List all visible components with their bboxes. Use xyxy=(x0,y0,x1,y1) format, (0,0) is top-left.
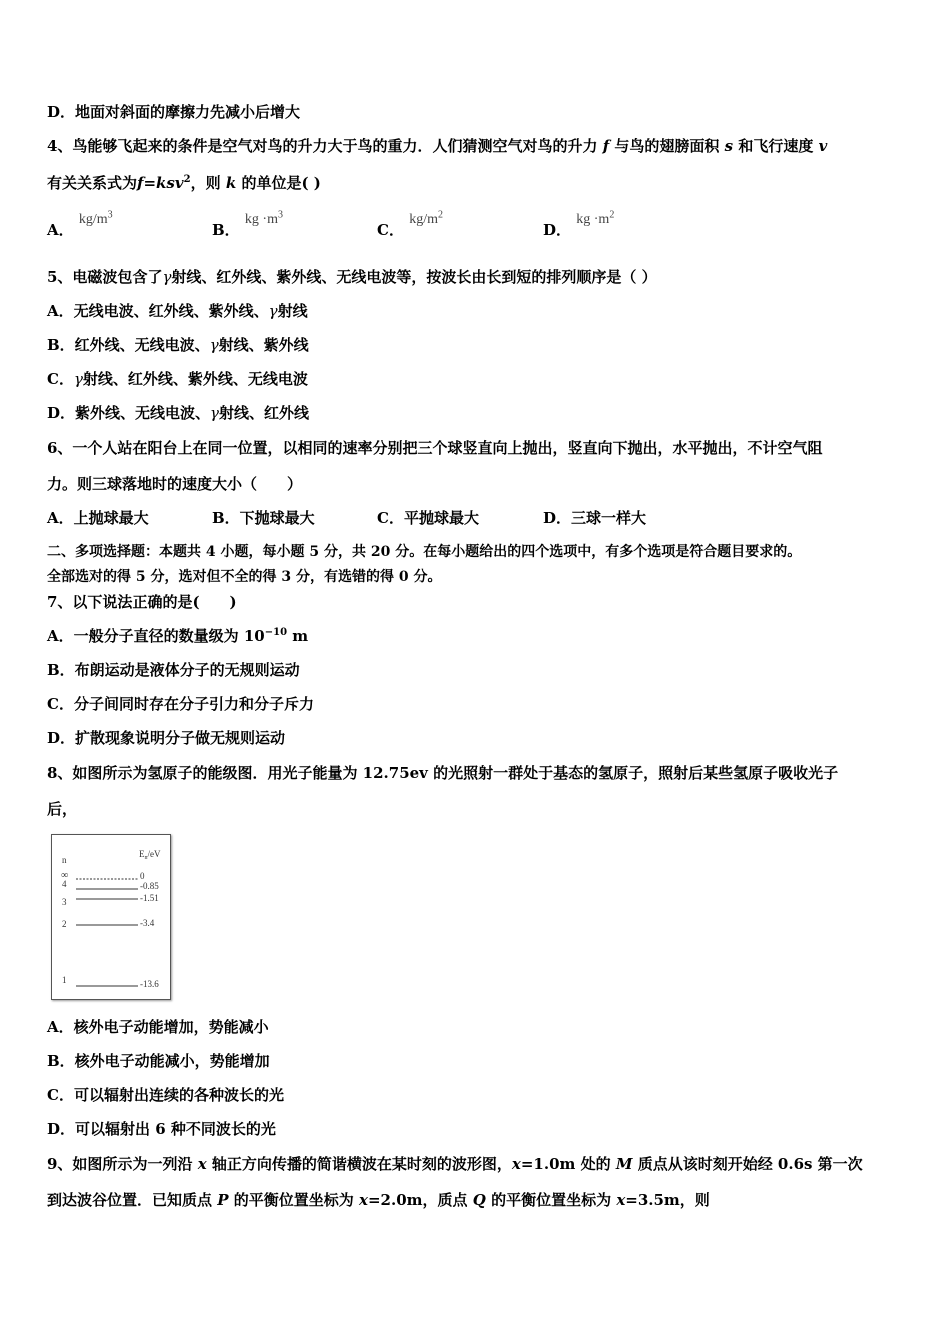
section2-header-line1: 二、多项选择题：本题共 4 小题，每小题 5 分，共 20 分。在每小题给出的四个选项中，有多个选项是符合题目要求的。 xyxy=(47,544,802,560)
q4-option-a xyxy=(47,209,113,242)
q6-option-c: C．平抛球最大 xyxy=(377,509,479,527)
q4-text-f: 的单位是( ) xyxy=(241,174,321,192)
q9-sym-p: P xyxy=(217,1191,229,1209)
q4-formula-sup: 2 xyxy=(183,174,191,185)
q4-option-a-unit: $kg/m^3$ xyxy=(78,209,113,227)
q9-sym-q: Q xyxy=(472,1191,486,1209)
q4-option-d xyxy=(543,209,615,242)
level-n-inf: ∞ xyxy=(61,870,69,881)
q4-option-d-label: D． xyxy=(543,221,572,239)
q8-option-b: B．核外电子动能减小，势能增加 xyxy=(47,1052,270,1070)
q7-exponent: −10 xyxy=(264,627,288,638)
q6-option-d: D．三球一样大 xyxy=(543,509,647,527)
q6-stem-line2: 力。则三球落地时的速度大小（ ） xyxy=(47,475,303,493)
level-e-inf: 0 xyxy=(140,871,145,881)
q7-option-b: B．布朗运动是液体分子的无规则运动 xyxy=(47,661,300,679)
q9-stem-line1: 9、如图所示为一列沿 x 轴正方向传播的简谐横波在某时刻的波形图，x=1.0m 处的 M 质点从该时刻开始经 0.6s 第一次 xyxy=(47,1155,863,1173)
q4-text-a: 4、鸟能够飞起来的条件是空气对鸟的升力大于鸟的重力．人们猜测空气对鸟的升力 xyxy=(47,137,598,155)
q7-option-c: C．分子间同时存在分子引力和分子斥力 xyxy=(47,695,314,713)
q4-option-b xyxy=(212,209,283,242)
q4-option-c xyxy=(377,209,443,242)
q4-sym-s: s xyxy=(724,137,734,155)
q6-option-a: A．上抛球最大 xyxy=(47,509,149,527)
q9-sym-x2: x xyxy=(511,1155,521,1173)
q8-option-d: D．可以辐射出 6 种不同波长的光 xyxy=(47,1120,276,1138)
level-n-1: 1 xyxy=(62,975,67,985)
q4-option-a-label: A． xyxy=(47,221,74,239)
q5-stem xyxy=(47,267,657,287)
level-n-2: 2 xyxy=(62,919,67,929)
q4-stem-line2 xyxy=(47,173,321,193)
q4-option-b-label: B． xyxy=(212,221,240,239)
q4-option-c-unit: $kg/m^2$ xyxy=(409,209,443,227)
q4-text-c: 和飞行速度 xyxy=(738,137,814,155)
q7-option-d: D．扩散现象说明分子做无规则运动 xyxy=(47,729,286,747)
q9-stem-line2: 到达波谷位置．已知质点 P 的平衡位置坐标为 x=2.0m，质点 Q 的平衡位置坐标为 x=3.5m，则 xyxy=(47,1191,710,1209)
level-e-4: -0.85 xyxy=(140,881,159,891)
q6-option-b: B．下抛球最大 xyxy=(212,509,315,527)
q4-stem-line1 xyxy=(47,136,827,156)
q4-text-e: ，则 xyxy=(190,174,221,192)
q5-c-gamma: γ xyxy=(73,370,83,388)
q5-gamma: γ xyxy=(162,268,172,286)
q4-text-d: 有关关系式为 xyxy=(47,174,138,192)
q5-b-gamma: γ xyxy=(209,336,219,354)
diagram-axis-n: n xyxy=(62,855,67,865)
q9-sym-x1: x xyxy=(197,1155,207,1173)
q4-option-b-unit: kg $\cdot m^3$ xyxy=(244,209,283,227)
q9-sym-x4: x xyxy=(616,1191,626,1209)
q4-text-b: 与鸟的翅膀面积 xyxy=(614,137,720,155)
q5-option-a: A．无线电波、红外线、紫外线、γ射线 xyxy=(47,302,308,320)
energy-level-diagram xyxy=(51,834,171,1000)
q4-sym-k: k xyxy=(225,174,237,192)
level-n-4: 4 xyxy=(62,879,67,889)
q4-sym-f: f xyxy=(602,137,610,155)
q4-sym-v: v xyxy=(818,137,828,155)
q4-option-d-unit: kg $\cdot m^2$ xyxy=(576,209,615,227)
q9-sym-x3: x xyxy=(359,1191,368,1209)
section2-header-line2: 全部选对的得 5 分，选对但不全的得 3 分，有选错的得 0 分。 xyxy=(47,569,442,585)
q5-option-b: B．红外线、无线电波、γ射线、紫外线 xyxy=(47,336,309,354)
q8-stem-line2: 后， xyxy=(47,800,78,818)
q3-option-d: D．地面对斜面的摩擦力先减小后增大 xyxy=(47,103,301,121)
q4-formula: f=ksv xyxy=(137,174,184,192)
q7-option-a: A．一般分子直径的数量级为 $10^{-10}$ m xyxy=(47,627,309,645)
q5-stem-a: 5、电磁波包含了 xyxy=(47,268,163,286)
q7-stem: 7、以下说法正确的是( ) xyxy=(47,593,237,611)
q5-option-c: C．γ射线、红外线、紫外线、无线电波 xyxy=(47,370,308,388)
q8-option-c: C．可以辐射出连续的各种波长的光 xyxy=(47,1086,284,1104)
level-e-2: -3.4 xyxy=(140,918,155,928)
q4-option-c-label: C． xyxy=(377,221,404,239)
q8-option-a: A．核外电子动能增加，势能减小 xyxy=(47,1018,269,1036)
diagram-axis-e: $E_n/eV$ xyxy=(139,849,161,861)
q9-sym-m: M xyxy=(615,1155,633,1173)
level-n-3: 3 xyxy=(62,897,67,907)
q5-a-gamma: γ xyxy=(268,302,278,320)
level-e-1: -13.6 xyxy=(140,979,159,989)
q5-option-d: D．紫外线、无线电波、γ射线、红外线 xyxy=(47,404,309,422)
q6-stem-line1: 6、一个人站在阳台上在同一位置，以相同的速率分别把三个球竖直向上抛出，竖直向下抛出，水平抛出，不计空气阻 xyxy=(47,439,823,457)
q5-stem-b: 射线、红外线、紫外线、无线电波等，按波长由长到短的排列顺序是（ ） xyxy=(171,268,657,286)
level-e-3: -1.51 xyxy=(140,893,159,903)
q5-d-gamma: γ xyxy=(210,404,219,422)
q8-stem-line1: 8、如图所示为氢原子的能级图．用光子能量为 12.75ev 的光照射一群处于基态的氢原子，照射后某些氢原子吸收光子 xyxy=(47,764,839,782)
